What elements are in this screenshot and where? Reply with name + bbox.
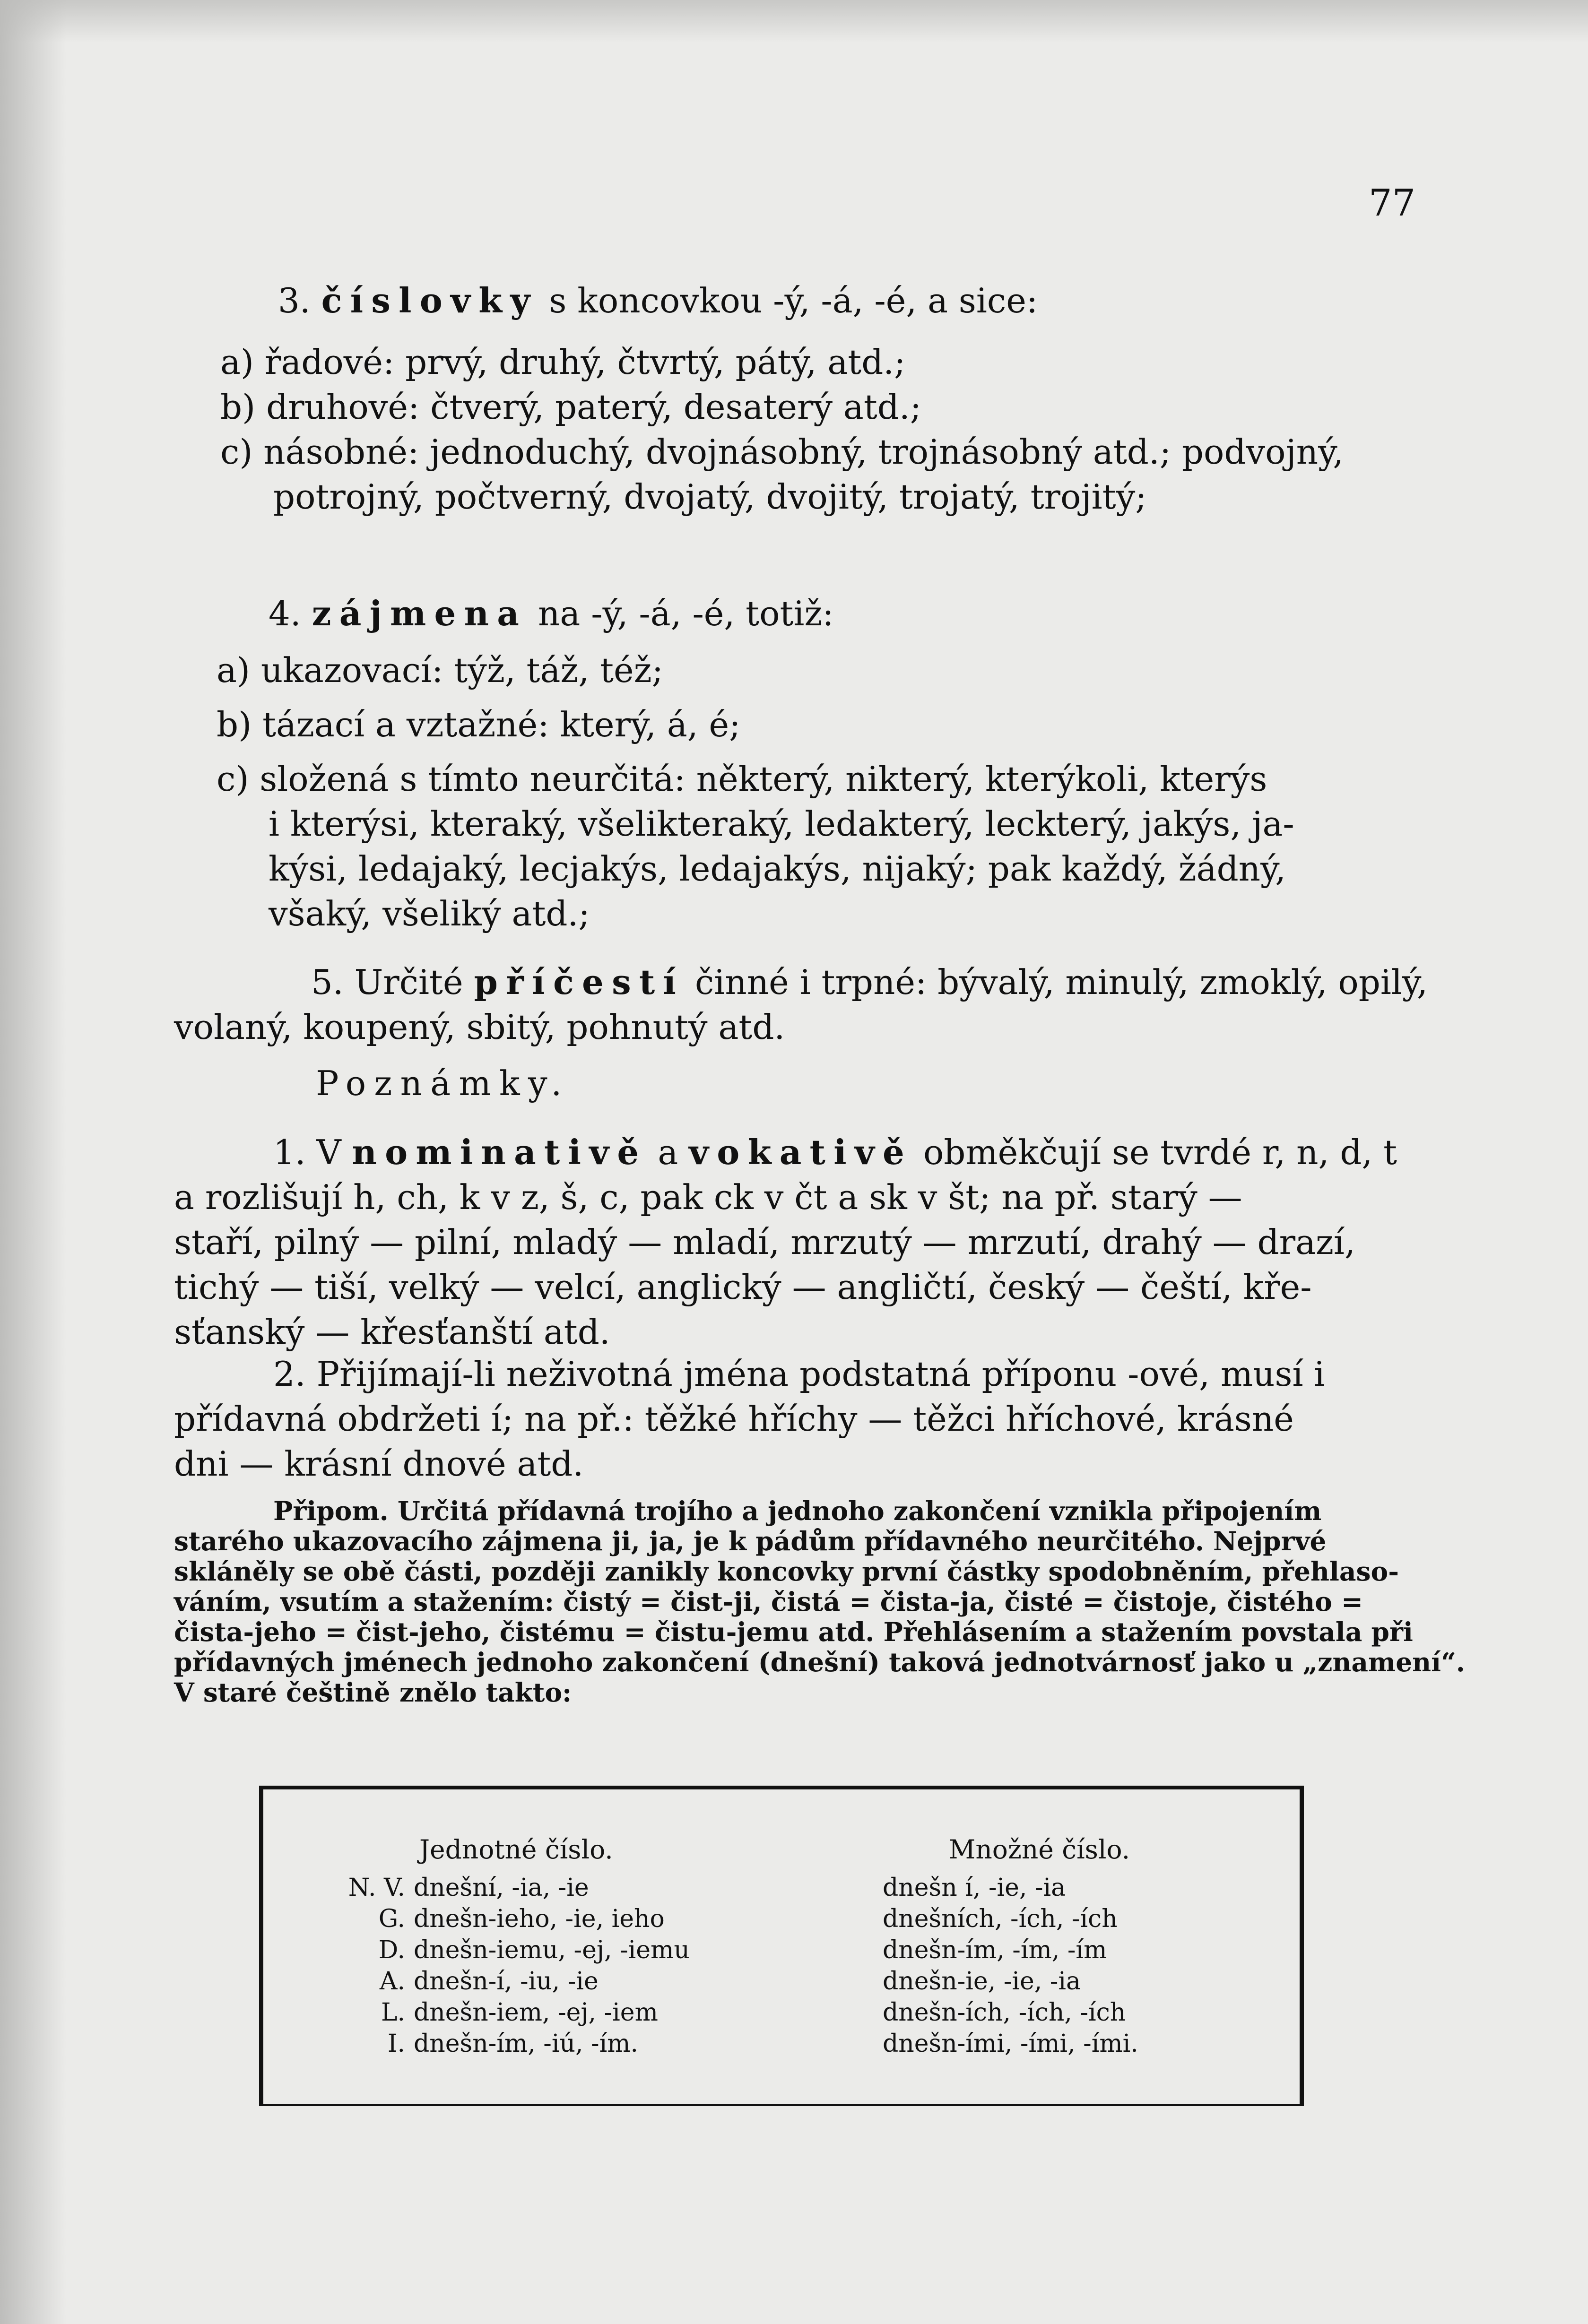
- remark-line: čista-jeho = čist-jeho, čistému = čistu-jemu atd. Přehlásením a stažením povstala při: [174, 1616, 1413, 1647]
- scan-top-shadow: [0, 0, 1588, 43]
- singular-form: dnešn-iem, -ej, -iem: [414, 1998, 658, 2027]
- list-item-continuation: kýsi, ledajaký, lecjakýs, ledajakýs, nijaký; pak každý, žádný,: [269, 849, 1286, 889]
- singular-form: dnešn-ieho, -ie, ieho: [414, 1905, 665, 1933]
- list-item: b) tázací a vztažné: který, á, é;: [217, 705, 741, 744]
- list-item-continuation: všaký, všeliký atd.;: [269, 894, 590, 933]
- plural-form: dnešních, -ích, -ích: [883, 1905, 1118, 1933]
- remark-line: váním, vsutím a stažením: čistý = čist-ji, čistá = čista-ja, čisté = čistoje, čistého =: [174, 1586, 1363, 1617]
- list-item: c) násobné: jednoduchý, dvojnásobný, trojnásobný atd.; podvojný,: [220, 432, 1344, 472]
- note-1-first-line: 1. V nominativě a vokativě obměkčují se tvrdé r, n, d, t: [273, 1132, 1397, 1172]
- section-5: [174, 959, 1428, 1050]
- notes-heading: Poznámky.: [316, 1063, 570, 1103]
- note-1-line: tichý — tiší, velký — velcí, anglický — angličtí, český — čeští, kře-: [174, 1267, 1312, 1307]
- declension-table: [259, 1786, 1304, 2106]
- plural-form: dnešn í, -ie, -ia: [883, 1874, 1066, 1902]
- note-1-line: sťanský — křesťanští atd.: [174, 1312, 610, 1352]
- remark-line: V staré češtině znělo takto:: [174, 1677, 572, 1708]
- note-2-line: přídavná obdržeti í; na př.: těžké hříchy — těžci hříchové, krásné: [174, 1399, 1294, 1439]
- note-1: [174, 1130, 1403, 1355]
- singular-header: Jednotné číslo.: [419, 1834, 613, 1865]
- section-4-heading: 4. zájmena na -ý, -á, -é, totiž:: [269, 593, 834, 633]
- section-3: [174, 278, 1403, 519]
- page-number: 77: [1369, 182, 1416, 225]
- list-item: a) řadové: prvý, druhý, čtvrtý, pátý, atd.;: [220, 342, 906, 382]
- case-label: N. V.: [348, 1874, 405, 1902]
- list-item: b) druhové: čtverý, paterý, desaterý atd.;: [220, 387, 921, 427]
- case-label: D.: [378, 1936, 405, 1964]
- plural-form: dnešn-ích, -ích, -ích: [883, 1998, 1126, 2027]
- plural-form: dnešn-ími, -ími, -ími.: [883, 2030, 1138, 2058]
- note-2-line: dni — krásní dnové atd.: [174, 1444, 584, 1484]
- section-5-term: příčestí: [474, 962, 685, 1002]
- singular-form: dnešn-ím, -iú, -ím.: [414, 2030, 639, 2058]
- section-5-line: 5. Určité příčestí činné i trpné: bývalý, minulý, zmoklý, opilý,: [311, 962, 1428, 1002]
- section-3-term: číslovky: [321, 280, 538, 320]
- remark-line: Připom. Určitá přídavná trojího a jednoho zakončení vznikla připojením: [273, 1495, 1322, 1526]
- singular-column: [414, 1872, 690, 2059]
- note-2-line: 2. Přijímají-li neživotná jména podstatná příponu -ové, musí i: [273, 1354, 1325, 1394]
- remark-line: přídavných jménech jednoho zakončení (dnešní) taková jednotvárnosť jako u „znamení“.: [174, 1647, 1465, 1677]
- notes-heading-wrap: [174, 1061, 1403, 1106]
- list-item-continuation: i kterýsi, kteraký, všelikteraký, ledakterý, leckterý, jakýs, ja-: [269, 804, 1294, 844]
- section-4: [174, 591, 1403, 936]
- singular-form: dnešní, -ia, -ie: [414, 1874, 589, 1902]
- list-item-continuation: potrojný, počtverný, dvojatý, dvojitý, trojatý, trojitý;: [273, 477, 1147, 517]
- plural-form: dnešn-ie, -ie, -ia: [883, 1967, 1081, 1996]
- section-5-line: volaný, koupený, sbitý, pohnutý atd.: [174, 1007, 785, 1047]
- remark-line: skláněly se obě části, později zanikly koncovky první částky spodobněním, přehlaso-: [174, 1556, 1399, 1587]
- plural-form: dnešn-ím, -ím, -ím: [883, 1936, 1107, 1964]
- section-3-heading: 3. číslovky s koncovkou -ý, -á, -é, a sice:: [278, 280, 1038, 320]
- remark-line: starého ukazovacího zájmena ji, ja, je k pádům přídavného neurčitého. Nejprvé: [174, 1526, 1327, 1556]
- case-label: A.: [379, 1967, 405, 1996]
- case-column: [320, 1872, 405, 2059]
- plural-header: Množné číslo.: [949, 1834, 1130, 1865]
- singular-form: dnešn-iemu, -ej, -iemu: [414, 1936, 690, 1964]
- remark: [174, 1495, 1465, 1708]
- note-1-line: a rozlišují h, ch, k v z, š, c, pak ck v čt a sk v št; na př. starý —: [174, 1177, 1242, 1217]
- list-item: c) složená s tímto neurčitá: některý, nikterý, kterýkoli, kterýs: [217, 759, 1267, 799]
- case-label: L.: [381, 1998, 405, 2027]
- note-2: [174, 1352, 1403, 1486]
- case-label: G.: [378, 1905, 405, 1933]
- scan-edge-shadow: [0, 0, 66, 2324]
- section-4-term: zájmena: [312, 593, 528, 633]
- singular-form: dnešn-í, -iu, -ie: [414, 1967, 599, 1996]
- case-label: I.: [387, 2030, 405, 2058]
- note-1-line: staří, pilný — pilní, mladý — mladí, mrzutý — mrzutí, drahý — drazí,: [174, 1222, 1355, 1262]
- list-item: a) ukazovací: týž, táž, též;: [217, 650, 663, 690]
- plural-column: [883, 1872, 1138, 2059]
